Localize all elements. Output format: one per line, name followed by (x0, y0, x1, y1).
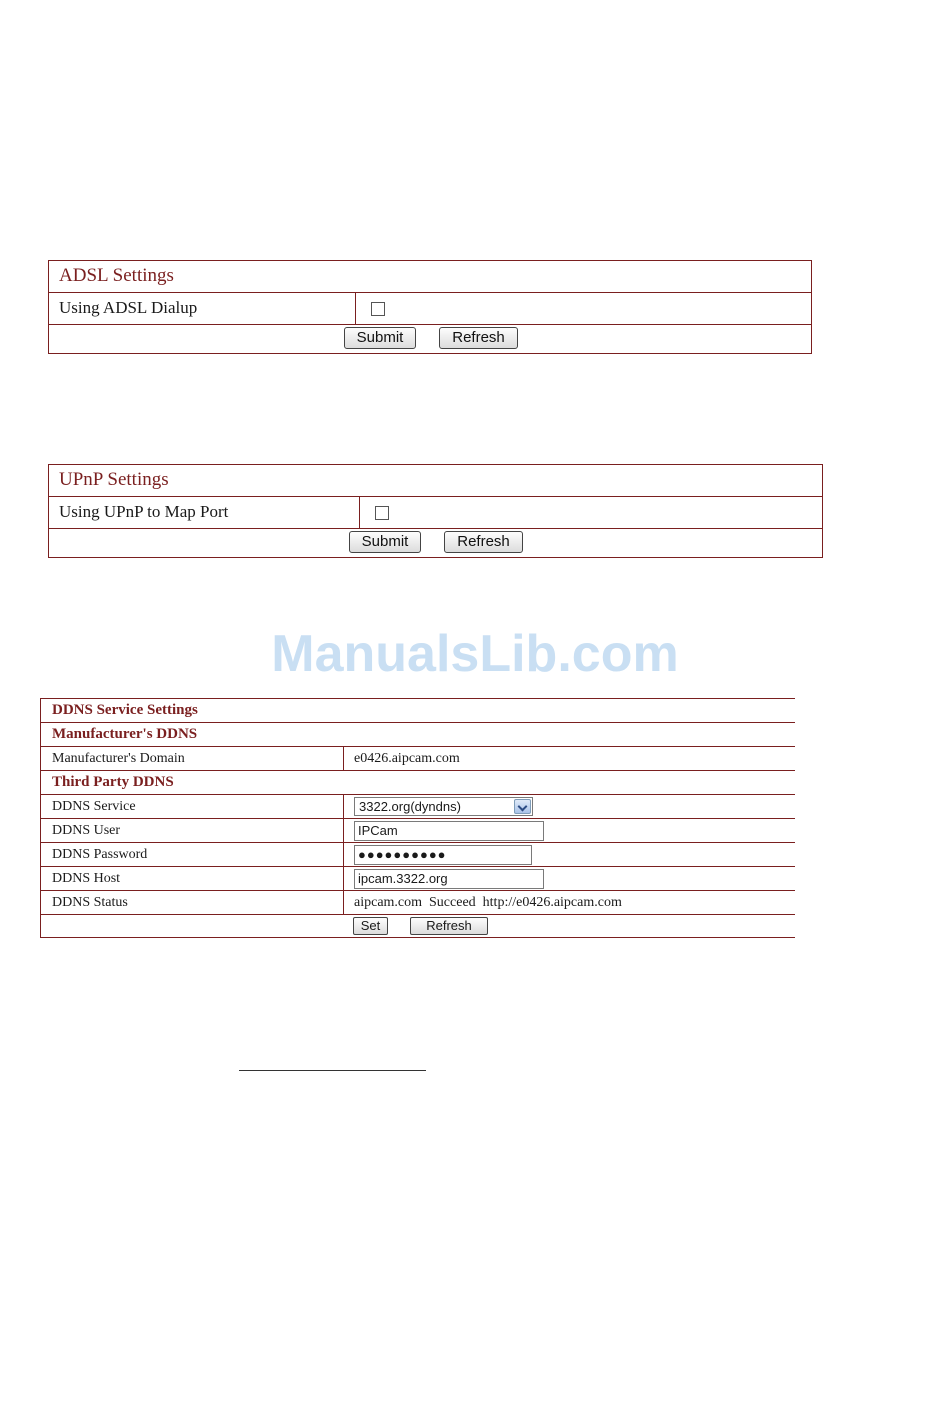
ddns-host-input[interactable]: ipcam.3322.org (354, 869, 544, 889)
manualslib-watermark: ManualsLib.com (271, 625, 679, 683)
ddns-host-row (41, 867, 795, 891)
ddns-status-row (41, 891, 795, 915)
ddns-host-label: DDNS Host (52, 871, 121, 886)
upnp-settings-panel (48, 464, 823, 558)
upnp-map-port-label: Using UPnP to Map Port (59, 502, 229, 521)
divider-line (239, 1070, 426, 1071)
adsl-dialup-row (49, 292, 811, 324)
ddns-service-selected-value: 3322.org(dyndns) (359, 799, 461, 814)
column-divider (343, 795, 344, 818)
ddns-password-input[interactable]: ●●●●●●●●●● (354, 845, 532, 865)
adsl-title-row (49, 261, 811, 292)
upnp-actions-row (49, 528, 822, 557)
column-divider (343, 843, 344, 866)
upnp-map-port-checkbox[interactable] (375, 506, 389, 520)
upnp-title-row (49, 465, 822, 496)
upnp-map-port-row (49, 496, 822, 528)
manufacturer-domain-label: Manufacturer's Domain (52, 751, 185, 766)
adsl-dialup-label: Using ADSL Dialup (59, 298, 198, 317)
upnp-settings-title: UPnP Settings (59, 469, 169, 490)
ddns-refresh-button[interactable]: Refresh (410, 917, 488, 935)
third-party-ddns-header: Third Party DDNS (52, 774, 174, 790)
ddns-service-select[interactable] (354, 797, 533, 816)
upnp-refresh-button[interactable]: Refresh (444, 531, 523, 553)
column-divider (359, 497, 360, 528)
ddns-settings-title: DDNS Service Settings (52, 702, 198, 718)
ddns-user-label: DDNS User (52, 823, 121, 838)
ddns-user-row (41, 819, 795, 843)
adsl-dialup-checkbox[interactable] (371, 302, 385, 316)
chevron-down-icon[interactable] (514, 799, 531, 814)
ddns-status-value: aipcam.com Succeed http://e0426.aipcam.com (354, 895, 622, 910)
column-divider (355, 293, 356, 324)
ddns-title-row (41, 699, 795, 723)
ddns-password-label: DDNS Password (52, 847, 148, 862)
manufacturer-domain-row (41, 747, 795, 771)
manufacturer-domain-value: e0426.aipcam.com (354, 751, 460, 766)
column-divider (343, 747, 344, 770)
adsl-settings-title: ADSL Settings (59, 265, 174, 286)
column-divider (343, 891, 344, 914)
ddns-service-label: DDNS Service (52, 799, 136, 814)
adsl-actions-row (49, 324, 811, 353)
ddns-user-input[interactable]: IPCam (354, 821, 544, 841)
ddns-status-label: DDNS Status (52, 895, 128, 910)
ddns-service-row (41, 795, 795, 819)
manufacturer-ddns-header-row (41, 723, 795, 747)
upnp-submit-button[interactable]: Submit (349, 531, 421, 553)
adsl-submit-button[interactable]: Submit (344, 327, 416, 349)
ddns-settings-panel (40, 698, 795, 938)
column-divider (343, 867, 344, 890)
third-party-ddns-header-row (41, 771, 795, 795)
adsl-settings-panel (48, 260, 812, 354)
adsl-refresh-button[interactable]: Refresh (439, 327, 518, 349)
ddns-set-button[interactable]: Set (353, 917, 388, 935)
ddns-password-row (41, 843, 795, 867)
ddns-actions-row (41, 915, 795, 938)
column-divider (343, 819, 344, 842)
manufacturer-ddns-header: Manufacturer's DDNS (52, 726, 198, 742)
